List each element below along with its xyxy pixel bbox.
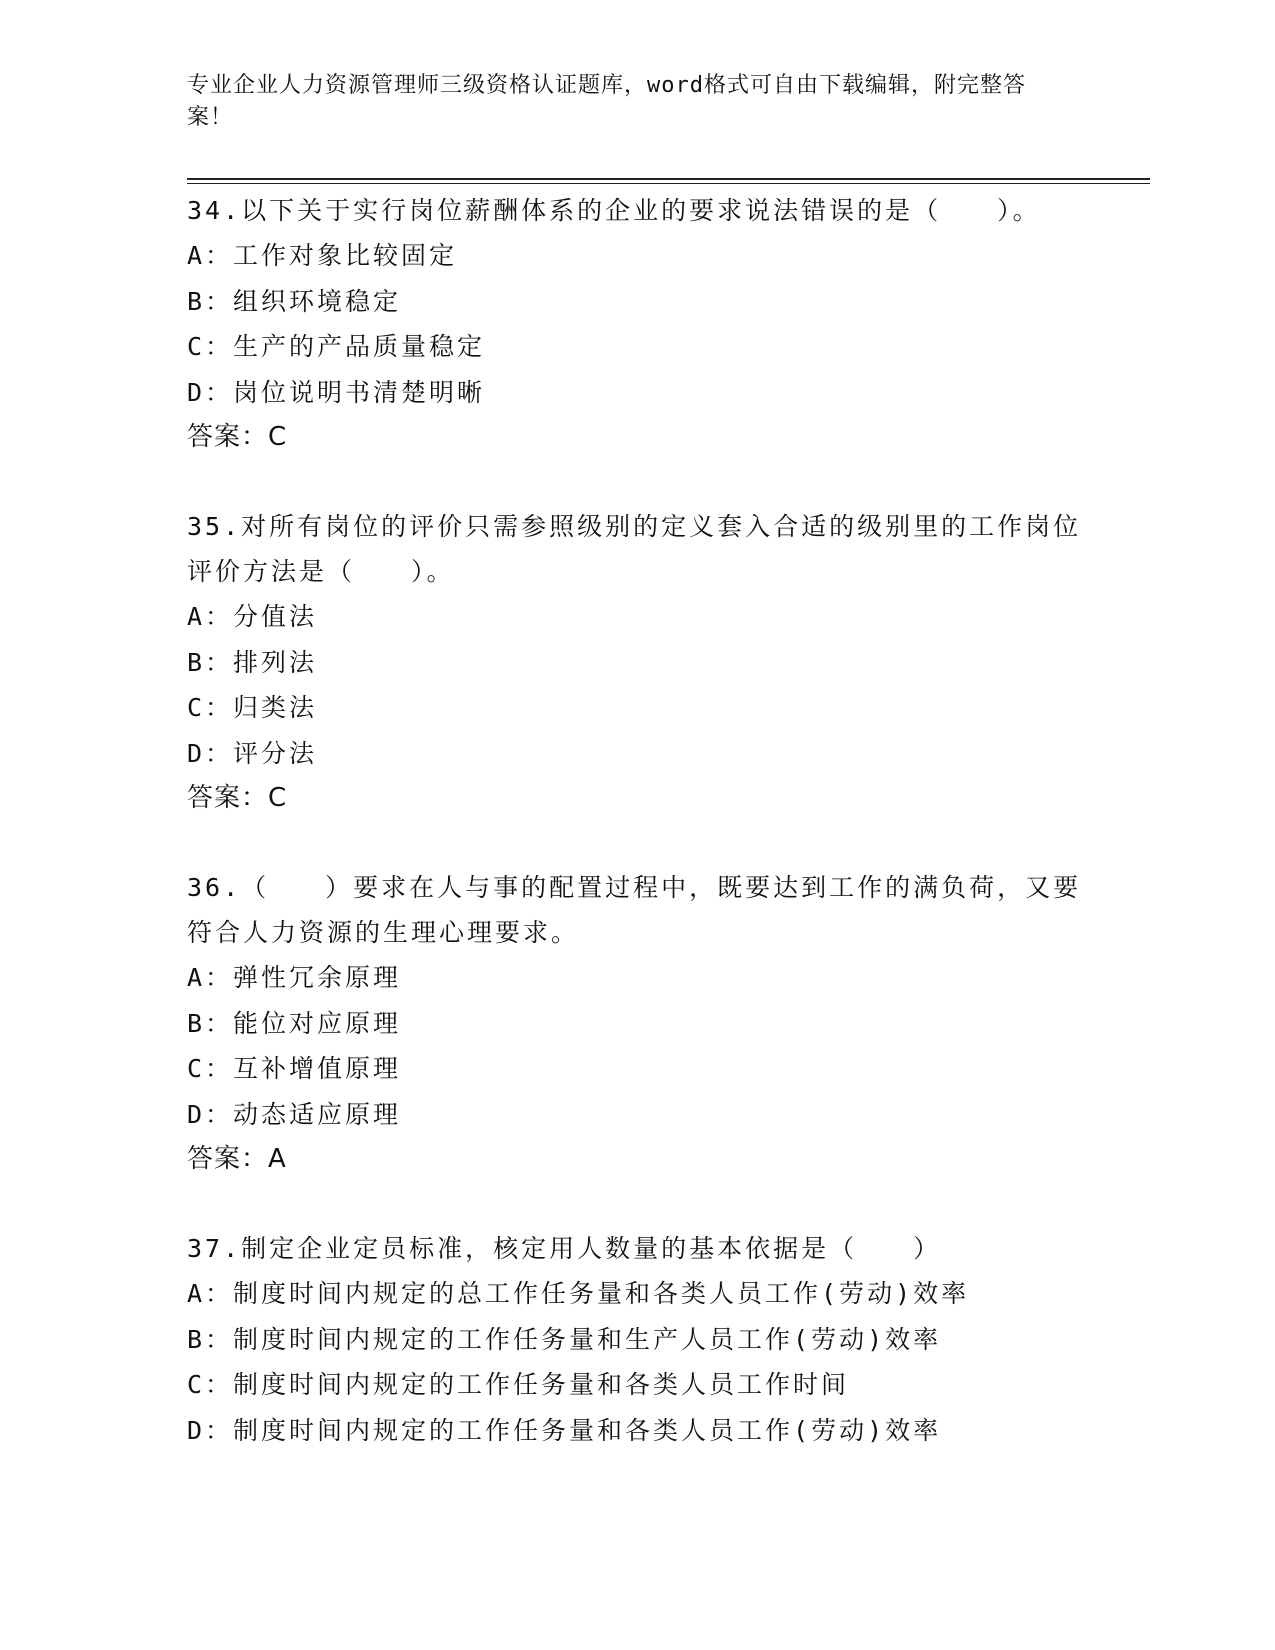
- option-c: C：制度时间内规定的工作任务量和各类人员工作时间: [187, 1370, 850, 1399]
- option-d: D：制度时间内规定的工作任务量和各类人员工作(劳动)效率: [187, 1415, 942, 1445]
- question-list: [187, 188, 1087, 1497]
- header-divider-thin: [187, 183, 1150, 184]
- answer: 答案：A: [187, 1144, 287, 1174]
- option-c: C：归类法: [187, 693, 318, 722]
- option-b: B：制度时间内规定的工作任务量和生产人员工作(劳动)效率: [187, 1324, 942, 1354]
- option-d: D：岗位说明书清楚明晰: [187, 377, 486, 407]
- option-b: B：组织环境稳定: [187, 286, 402, 316]
- option-a: A：分值法: [187, 602, 318, 631]
- answer: 答案：C: [187, 783, 288, 813]
- question-34: [187, 188, 1087, 460]
- option-b: B：能位对应原理: [187, 1008, 402, 1038]
- option-a: A：工作对象比较固定: [187, 241, 458, 270]
- option-b: B：排列法: [187, 647, 318, 677]
- option-a: A：弹性冗余原理: [187, 963, 402, 992]
- option-c: C：互补增值原理: [187, 1054, 402, 1083]
- question-stem: 37.制定企业定员标准，核定用人数量的基本依据是（ ）: [187, 1234, 942, 1263]
- header-divider: [187, 178, 1150, 180]
- question-35: [187, 504, 1087, 821]
- option-d: D：动态适应原理: [187, 1099, 402, 1129]
- option-a: A：制度时间内规定的总工作任务量和各类人员工作(劳动)效率: [187, 1279, 970, 1308]
- question-stem: 35.对所有岗位的评价只需参照级别的定义套入合适的级别里的工作岗位评价方法是（ ）。: [187, 512, 1082, 586]
- question-stem: 36.（ ）要求在人与事的配置过程中，既要达到工作的满负荷，又要符合人力资源的生理心理要求。: [187, 873, 1082, 947]
- option-d: D：评分法: [187, 738, 318, 768]
- answer: 答案：C: [187, 422, 288, 452]
- option-c: C：生产的产品质量稳定: [187, 332, 486, 361]
- question-stem: 34.以下关于实行岗位薪酬体系的企业的要求说法错误的是（ ）。: [187, 196, 1041, 225]
- document-header: 专业企业人力资源管理师三级资格认证题库，word格式可自由下载编辑，附完整答案！: [187, 73, 1026, 130]
- question-36: [187, 865, 1087, 1182]
- question-37: [187, 1226, 1087, 1453]
